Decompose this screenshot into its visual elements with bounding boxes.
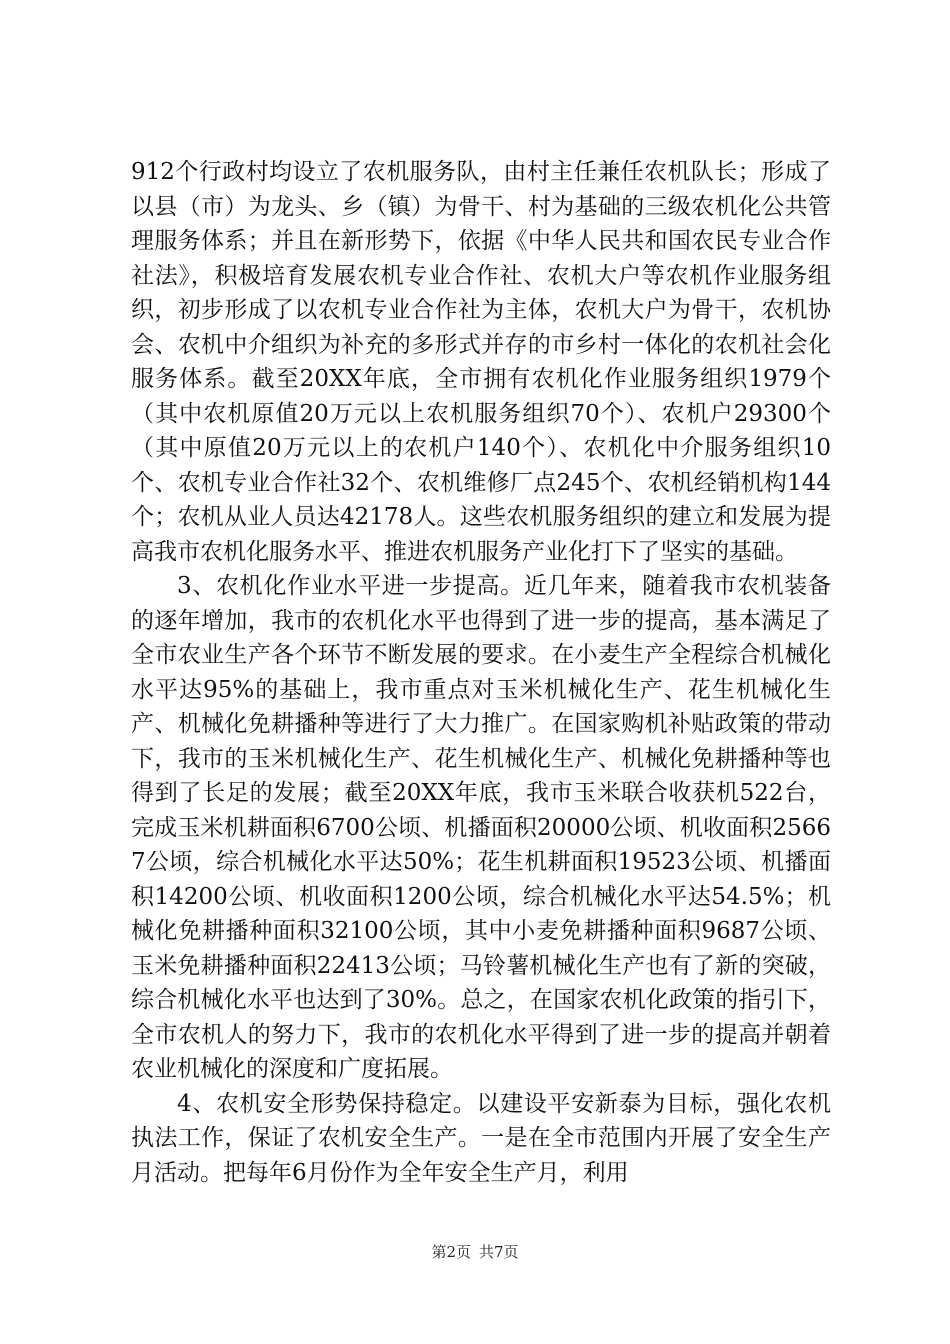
paragraph-safety: 4、农机安全形势保持稳定。以建设平安新泰为目标，强化农机执法工作，保证了农机安全生产。一是在全市范围内开展了安全生产月活动。把每年6月份作为全年安全生产月，利用 bbox=[131, 1090, 831, 1186]
page-number: 第2页 bbox=[431, 1243, 471, 1261]
document-body bbox=[131, 155, 831, 1190]
paragraph-organizations: 912个行政村均设立了农机服务队，由村主任兼任农机队长；形成了以县（市）为龙头、乡（镇）为骨干、村为基础的三级农机化公共管理服务体系；并且在新形势下，依据《中华人民共和国农民专业合作社法》，积极培育发展农机专业合作社、农机大户等农机作业服务组织，初步形成了以农机专业合作社为主体，农机大户为骨干，农机协会、农机中介组织为补充的多形式并存的市乡村一体化的农机社会化服务体系。截至20XX年底，全市拥有农机化作业服务组织1979个（其中农机原值20万元以上农机服务组织70个）、农机户29300个（其中原值20万元以上的农机户140个）、农机化中介服务组织10个、农机专业合作社32个、农机维修厂点245个、农机经销机构144个；农机从业人员达42178人。这些农机服务组织的建立和发展为提高我市农机化服务水平、推进农机服务产业化打下了坚实的基础。 bbox=[131, 159, 831, 565]
page-footer bbox=[0, 1241, 950, 1262]
paragraph-mechanization-level: 3、农机化作业水平进一步提高。近几年来，随着我市农机装备的逐年增加，我市的农机化水平也得到了进一步的提高，基本满足了全市农业生产各个环节不断发展的要求。在小麦生产全程综合机械化水平达95%的基础上，我市重点对玉米机械化生产、花生机械化生产、机械化免耕播种等进行了大力推广。在国家购机补贴政策的带动下，我市的玉米机械化生产、花生机械化生产、机械化免耕播种等也得到了长足的发展；截至20XX年底，我市玉米联合收获机522台，完成玉米机耕面积6700公顷、机播面积20000公顷、机收面积25667公顷，综合机械化水平达50%；花生机耕面积19523公顷、机播面积14200公顷、机收面积1200公顷，综合机械化水平达54.5%；机械化免耕播种面积32100公顷，其中小麦免耕播种面积9687公顷、玉米免耕播种面积22413公顷；马铃薯机械化生产也有了新的突破，综合机械化水平也达到了30%。总之，在国家农机化政策的指引下，全市农机人的努力下，我市的农机化水平得到了进一步的提高并朝着农业机械化的深度和广度拓展。 bbox=[131, 573, 831, 1082]
page-total: 共7页 bbox=[479, 1243, 519, 1261]
